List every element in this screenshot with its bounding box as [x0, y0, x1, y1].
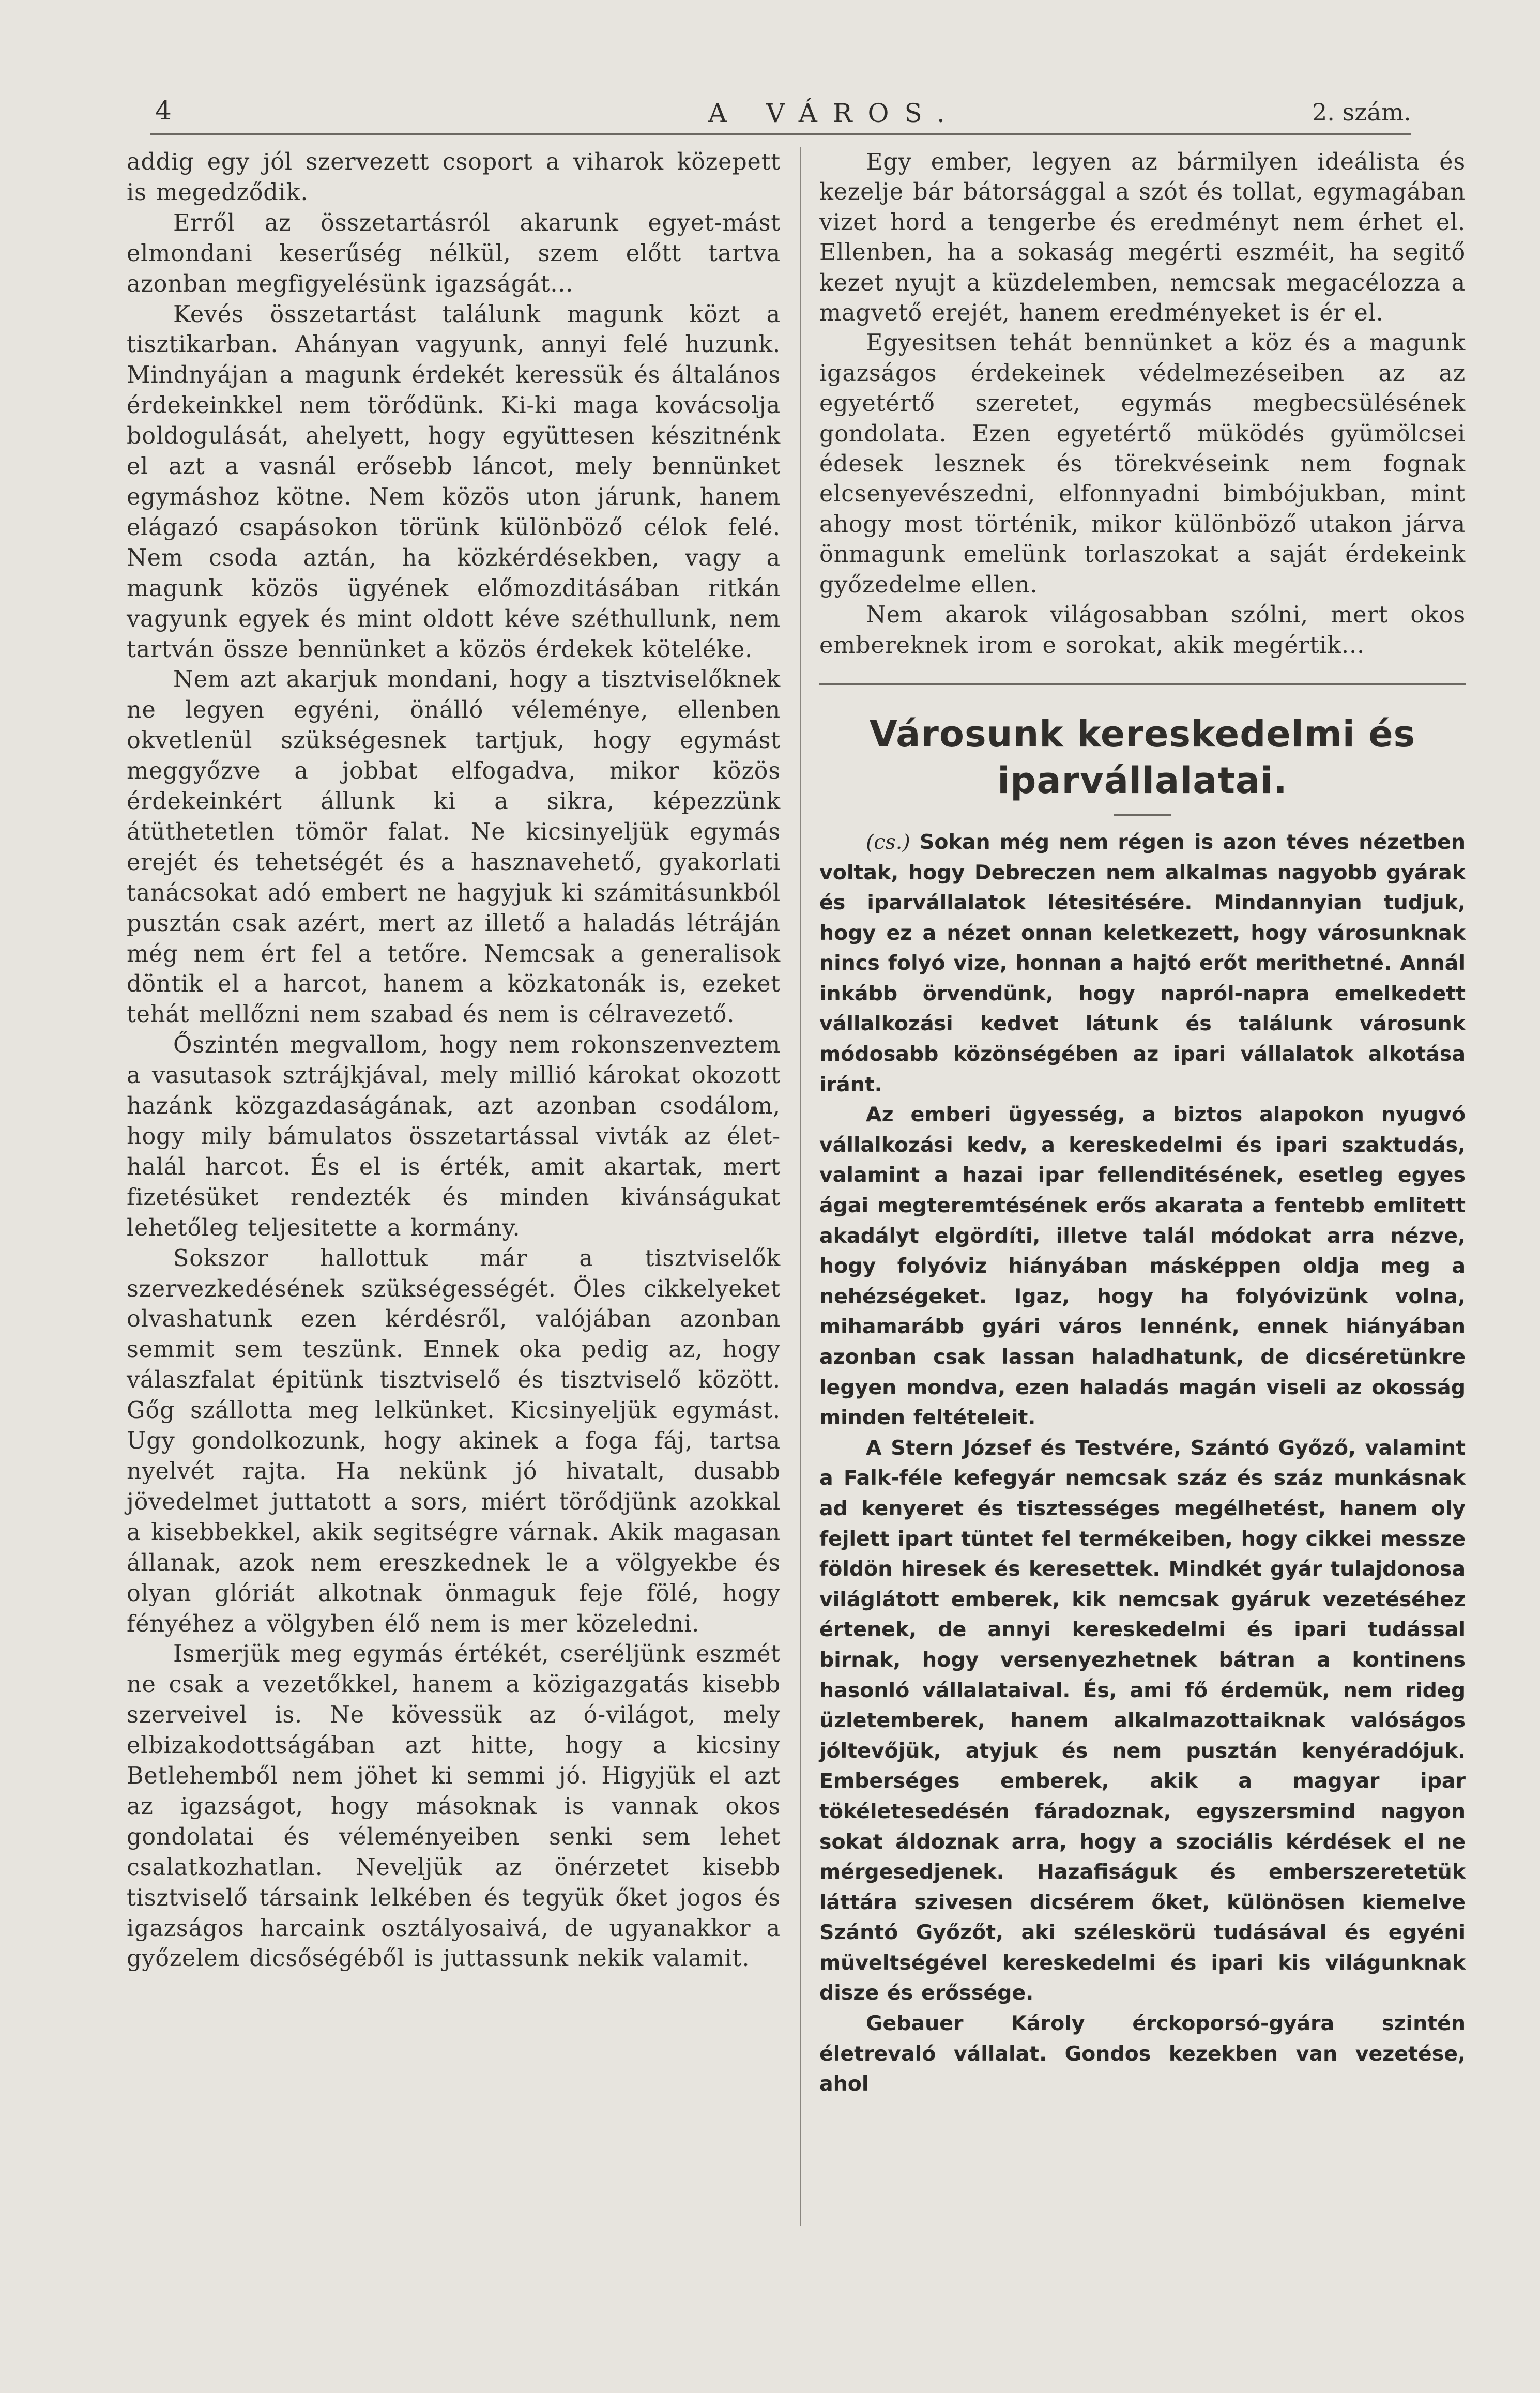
paragraph: Egyesitsen tehát bennünket a köz és a magunk igazságos érdekeinek védelmezéseiben az az egyetértő szeretet, egymás megbecsülésének gondolata. Ezen egyetértő müködés gyümölcsei édesek lesznek és törekvéseink nem fognak elcsenyevészedni, elfonnyadni bimbójukban, mint ahogy most történik, mikor különböző utakon járva önmagunk emelünk torlaszokat a saját érdekeink győzedelme ellen.: [819, 330, 1466, 598]
paragraph: Erről az összetartásról akarunk egyet-mást elmondani keserűség nélkül, szem előtt tartva azonban megfigyelésünk igazságát...: [127, 209, 781, 297]
paragraph: Egy ember, legyen az bármilyen ideálista és kezelje bár bátorsággal a szót és tollat, egymagában vizet hord a tengerbe és eredményt nem érhet el. Ellenben, ha a sokaság megérti eszméit, ha segitő kezet nyujt a küzdelemben, nemcsak megacélozza a magvető erejét, hanem eredményeket is ér el.: [819, 149, 1466, 327]
article-byline: (cs.): [866, 830, 910, 854]
right-column: [819, 147, 1466, 2099]
paragraph: Sokszor hallottuk már a tisztviselők szervezkedésének szükségességét. Öles cikkelyeket olvashatunk ezen kérdésről, valójában azonban semmit sem teszünk. Ennek oka pedig az, hogy válaszfalat épitünk tisztviselő és tisztviselő között. Gőg szállotta meg lelkünket. Kicsinyeljük egymást. Ugy gondolkozunk, hogy akinek a foga fáj, tartsa nyelvét rajta. Ha nekünk jó hivatalt, dusabb jövedelmet juttatott a sors, miért törődjünk azokkal a kisebbekkel, akik segitségre várnak. Akik magasan állanak, azok nem ereszkednek le a völgyekbe és olyan glóriát alkotnak önmaguk feje fölé, hogy fényéhez a völgyben élő nem is mer közeledni.: [127, 1245, 781, 1637]
paragraph: Gebauer Károly érckoporsó-gyára szintén életrevaló vállalat. Gondos kezekben van vezetése, ahol: [819, 2011, 1466, 2096]
article-body: [819, 827, 1466, 2099]
paragraph: Nem azt akarjuk mondani, hogy a tisztviselőknek ne legyen egyéni, önálló véleménye, ellenben okvetlenül szükségesnek tartjuk, hogy egymást meggyőzve a jobbat elfogadva, mikor közös érdekeinkért állunk ki a sikra, képezzünk átüthetetlen tömör falat. Ne kicsinyeljük egymás erejét és tehetségét és a hasznavehető, gyakorlati tanácsokat adó embert ne hagyjuk ki számitásunkból pusztán csak azért, mert az illető a haladás létráján még nem ért fel a tetőre. Nemcsak a generalisok döntik el a harcot, hanem a közkatonák is, ezeket tehát mellőzni nem szabad és nem is célravezető.: [127, 666, 781, 1028]
page-header: [150, 96, 1411, 137]
paragraph: Kevés összetartást találunk magunk közt a tisztikarban. Ahányan vagyunk, annyi felé huzunk. Mindnyájan a magunk érdekét keressük és általános érdekeinkkel nem törődünk. Ki-ki maga kovácsolja boldogulását, ahelyett, hogy együttesen készitnénk el azt a vasnál erősebb láncot, mely bennünket egymáshoz kötne. Nem közös uton járunk, hanem elágazó csapásokon törünk különböző célok felé. Nem csoda aztán, ha közkérdésekben, vagy a magunk közös ügyének előmozditásában ritkán vagyunk egyek és mint oldott kéve széthullunk, nem tartván össze bennünket a közös érdekek köteléke.: [127, 301, 781, 663]
issue-number: 2. szám.: [1312, 98, 1411, 126]
paragraph: Ismerjük meg egymás értékét, cseréljünk eszmét ne csak a vezetőkkel, hanem a közigazgatás kisebb szerveivel is. Ne kövessük az ó-világot, mely elbizakodottságában azt hitte, hogy a kicsiny Betlehemből nem jöhet ki semmi jó. Higyjük el azt az igazságot, hogy másoknak is vannak okos gondolatai és véleményeiben senki sem lehet csalatkozhatlan. Neveljük az önérzetet kisebb tisztviselő társaink lelkében és tegyük őket jogos és igazságos harcaink osztályosaivá, de ugyanakkor a győzelem dicsőségéből is juttassunk nekik valamit.: [127, 1641, 781, 1972]
paragraph: [819, 827, 1466, 1100]
paragraph: Az emberi ügyesség, a biztos alapokon nyugvó vállalkozási kedv, a kereskedelmi és ipari szaktudás, valamint a hazai ipar fellenditésének, esetleg egyes ágai megteremtésének erős akarata a fentebb emlitett akadályt elgördíti, illetve talál módokat arra nézve, hogy folyóviz hiányában másképpen oldja meg a nehézségeket. Igaz, hogy ha folyóvizünk volna, mihamarább gyári város lennénk, ennek hiányában azonban csak lassan haladhatunk, de dicséretünkre legyen mondva, ezen haladás magán viseli az okosság minden feltételeit.: [819, 1103, 1466, 1430]
essay-conclusion: [819, 147, 1466, 661]
paragraph: A Stern József és Testvére, Szántó Győző, valamint a Falk-féle kefegyár nemcsak száz és száz munkásnak ad kenyeret és tisztességes megélhetést, hanem oly fejlett ipart tüntet fel termékeiben, hogy cikkei messze földön hiresek és keresettek. Mindkét gyár tulajdonosa világlátott emberek, kik nemcsak gyáruk vezetéséhez értenek, de annyi kereskedelmi és ipari tudással birnak, hogy versenyezhetnek bátran a kontinens hasonló vállalataival. És, ami fő érdemük, nem rideg üzletemberek, hanem alkalmazottaiknak valóságos jóltevőjük, atyjuk és nem pusztán kenyéradójuk. Emberséges emberek, akik a magyar ipar tökéletesedésén fáradoznak, egyszersmind nagyon sokat áldoznak arra, hogy a szociális kérdések el ne mérgesedjenek. Hazafiságuk és emberszeretetük láttára szivesen dicsérem őket, különösen kiemelve Szántó Győzőt, aki széleskörü tudásával és egyéni müveltségével kereskedelmi és ipari kis világunknak disze és erőssége.: [819, 1436, 1466, 2005]
section-separator: [819, 683, 1466, 685]
masthead: A VÁROS.: [708, 98, 960, 128]
paragraph: Őszintén megvallom, hogy nem rokonszenveztem a vasutasok sztrájkjával, mely millió károkat okozott hazánk közgazdaságának, azt azonban csodálom, hogy mily bámulatos összetartással vivták az élet-halál harcot. És el is érték, amit akartak, mert fizetésüket rendezték és minden kivánságukat lehetőleg teljesitette a kormány.: [127, 1032, 781, 1241]
paragraph: Nem akarok világosabban szólni, mert okos embereknek irom e sorokat, akik megértik...: [819, 602, 1466, 659]
left-column: [127, 147, 781, 1974]
title-rule: [1114, 814, 1171, 816]
column-divider: [800, 147, 801, 2226]
header-rule: [150, 133, 1411, 135]
paragraph-text: Sokan még nem régen is azon téves nézetben voltak, hogy Debreczen nem alkalmas nagyobb gyárak és iparvállalatok létesitésére. Mindannyian tudjuk, hogy ez a nézet onnan keletkezett, hogy városunknak nincs folyó vize, honnan a hajtó erőt merithetné. Annál inkább örvendünk, hogy napról-napra emelkedett vállalkozási kedvet látunk és találunk városunk módosabb közönségében az ipari vállalatok alkotása iránt.: [819, 830, 1466, 1096]
paragraph: addig egy jól szervezett csoport a viharok közepett is megedződik.: [127, 149, 781, 206]
article-title: Városunk kereskedelmi és iparvállalatai.: [869, 712, 1416, 802]
page-number: 4: [155, 96, 172, 126]
